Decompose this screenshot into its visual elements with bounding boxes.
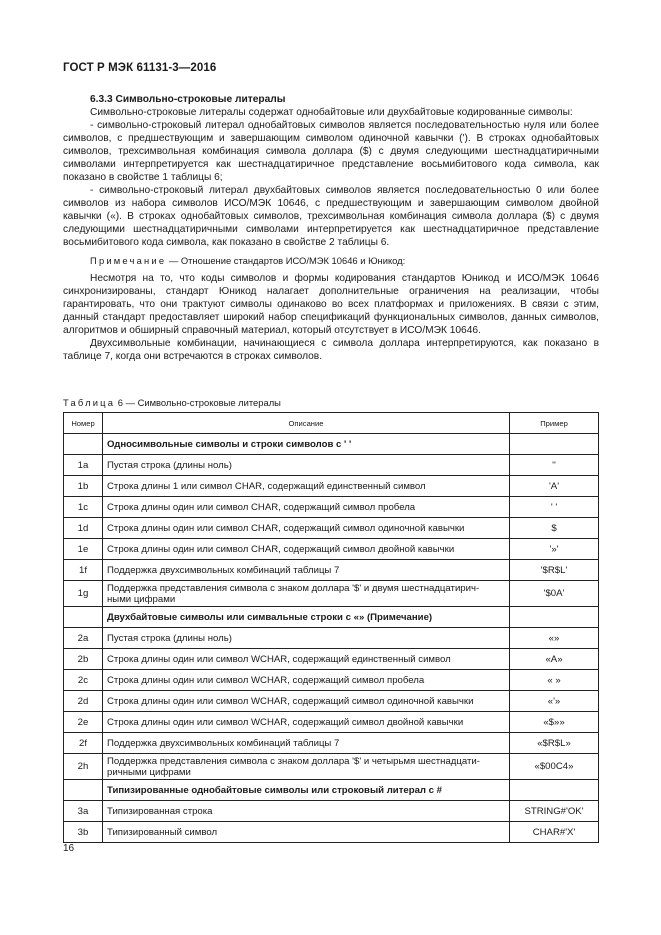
paragraph-unicode: Несмотря на то, что коды символов и формы кодирования стандартов Юникод и ИСО/МЭК 10646 синхронизированы, стандарт Юникод налагает дополнительные ограничения на реализации, чтобы гарантировать, что они трактуют символы одинаково во всех платформах и приложениях. В связи с этим, данный стандарт предоставляет широкий набор спецификаций функциональных символов, данных символов, алгоритмов и обширный справочный материал, который отсутствует в ИСО/МЭК 10646. [63,273,599,336]
literals-table [63,412,599,843]
header-desc: Описание [103,413,510,434]
note [63,254,599,267]
header-num: Номер [64,413,103,434]
section-title: 6.3.3 Символьно-строковые литералы [90,94,286,105]
table-row: 1f Поддержка двухсимвольных комбинаций таблицы 7 '$R$L' [64,560,599,581]
table-caption [63,397,281,408]
table-row: 2a Пустая строка (длины ноль) «» [64,628,599,649]
table-section-row [64,780,599,801]
table-row: 1b Строка длины 1 или символ CHAR, содержащий единственный символ 'A' [64,476,599,497]
table-section-row [64,607,599,628]
note-label: Примечание [90,255,167,266]
table-caption-text: — Символьно-строковые литералы [123,397,281,408]
header-ex: Пример [510,413,599,434]
section-title-cell: Двухбайтовые символы или симвальные строки с «» (Примечание) [103,607,510,628]
table-row: 2b Строка длины один или символ WCHAR, содержащий единственный символ «A» [64,649,599,670]
table-section-row [64,434,599,455]
paragraph-double-byte: - символьно-строковый литерал двухбайтовых символов является последовательностью 0 или более символов из набора символов ИСО/МЭК 10646, с предшествующим и завершающим символом двойной кавычки («). В строках однобайтовых символов, трехсимвольная комбинация символа доллара ($) с двумя следующими шестнадцатиричными символами интерпретируется как шестнадцатиричное представление восьмибитового кода символа, как показано в свойстве 2 таблицы 6. [63,185,599,248]
table-row: 2e Строка длины один или символ WCHAR, содержащий символ двойной кавычки «$»» [64,712,599,733]
page-number: 16 [63,843,75,854]
standard-header: ГОСТ Р МЭК 61131-3—2016 [63,62,217,74]
table-header-row [64,413,599,434]
table-caption-label: Таблица [63,397,116,408]
section-title-cell: Односимвольные символы и строки символов с ' ' [103,434,510,455]
table-row: 3a Типизированная строка STRING#'OK' [64,801,599,822]
table-row: 1c Строка длины один или символ CHAR, содержащий символ пробела ' ' [64,497,599,518]
table-row: 3b Типизированный символ CHAR#'X' [64,822,599,843]
note-text: — Отношение стандартов ИСО/МЭК 10646 и Юникод: [166,255,406,266]
table-row: 2h Поддержка представления символа с знаком доллара '$' и четырьмя шестнадцати- ричными цифрами «$00C4» [64,754,599,780]
table-caption-number: 6 [117,397,123,408]
paragraph-intro: Символьно-строковые литералы содержат однобайтовые или двухбайтовые кодированные символы: [90,107,573,118]
table-row: 2f Поддержка двухсимвольных комбинаций таблицы 7 «$R$L» [64,733,599,754]
section-title-cell: Типизированные однобайтовые символы или строковый литерал с # [103,780,510,801]
table-row: 1g Поддержка представления символа с знаком доллара '$' и двумя шестнадцатирич- ными цифрами '$0A' [64,581,599,607]
section-body [63,93,599,363]
paragraph-dollar-combos: Двухсимвольные комбинации, начинающиеся с символа доллара интерпретируются, как показано в таблице 7, когда они встречаются в строках символов. [63,338,599,362]
paragraph-single-byte: - символьно-строковый литерал однобайтовых символов является последовательностью нуля или более символов, с предшествующим и завершающим символом одиночной кавычки ('). В строках однобайтовых символов, трехсимвольная комбинация символа доллара ($) с двумя следующими шестнадцатиричными символами интерпретируется как шестнадцатиричное представление восьмибитового кода символа, как показано в свойстве 1 таблицы 6; [63,120,599,183]
table-row: 1e Строка длины один или символ CHAR, содержащий символ двойной кавычки '»' [64,539,599,560]
table-row: 2c Строка длины один или символ WCHAR, содержащий символ пробела « » [64,670,599,691]
table-row: 1a Пустая строка (длины ноль) '' [64,455,599,476]
table-row: 1d Строка длины один или символ CHAR, содержащий символ одиночной кавычки $ [64,518,599,539]
table-row: 2d Строка длины один или символ WCHAR, содержащий символ одиночной кавычки «'» [64,691,599,712]
